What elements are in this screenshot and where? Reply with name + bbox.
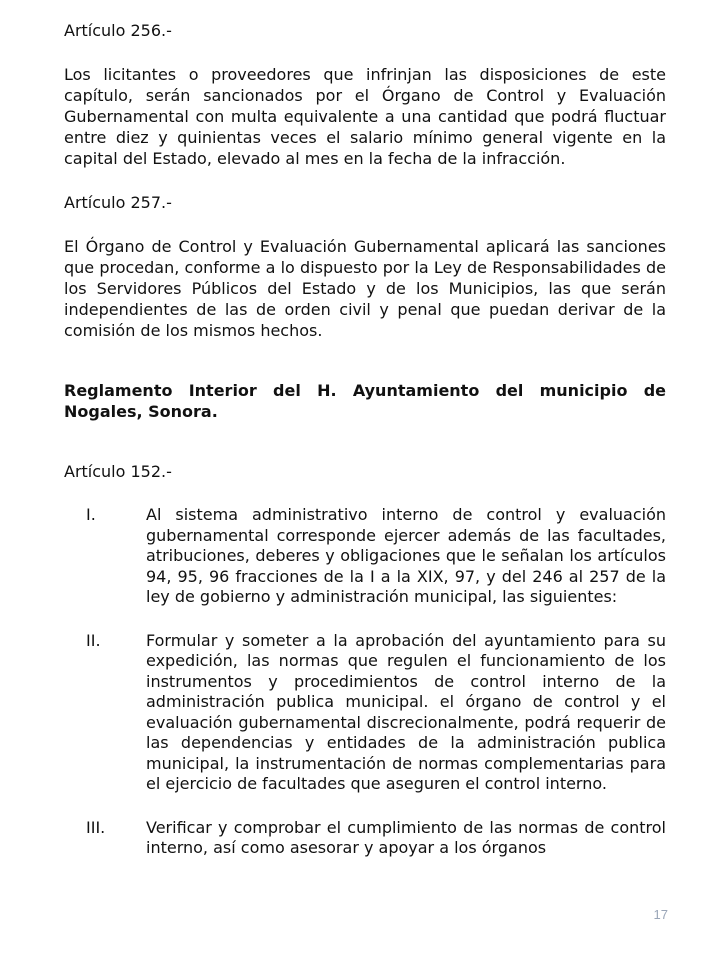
item-number: I. (86, 505, 96, 524)
article-152-item-2 (64, 631, 666, 795)
item-text: Al sistema administrativo interno de control y evaluación gubernamental corresponde ejercer además de las facultades, atribuciones, deberes y obligaciones que le señalan los artículos 94, 95, 96 fracciones de la I a la XIX, 97, y del 246 al 257 de la ley de gobierno y administración municipal, las siguientes: (146, 505, 666, 606)
article-152-heading: Artículo 152.- (64, 462, 172, 481)
article-256-text: Los licitantes o proveedores que infrinjan las disposiciones de este capítulo, serán sancionados por el Órgano de Control y Evaluación Gubernamental con multa equivalente a una cantidad que podrá fluctuar entre diez y quinientas veces el salario mínimo general vigente en la capital del Estado, elevado al mes en la fecha de la infracción. (64, 65, 666, 168)
item-number: III. (86, 817, 106, 837)
regulation-title: Reglamento Interior del H. Ayuntamiento del municipio de Nogales, Sonora. (64, 381, 666, 421)
article-256-heading: Artículo 256.- (64, 21, 172, 40)
article-257-text: El Órgano de Control y Evaluación Gubernamental aplicará las sanciones que procedan, conforme a lo dispuesto por la Ley de Responsabilidades de los Servidores Públicos del Estado y de los Municipios, las que serán independientes de las de orden civil y penal que puedan derivar de la comisión de los mismos hechos. (64, 237, 666, 340)
article-152-item-3 (64, 818, 666, 859)
item-number: II. (86, 630, 101, 650)
item-text: Formular y someter a la aprobación del ayuntamiento para su expedición, las normas que regulen el funcionamiento de los instrumentos y procedimientos de control interno de la administración publica municipal. el órgano de control y el evaluación gubernamental discrecionalmente, podrá requerir de las dependencias y entidades de la administración publica municipal, la instrumentación de normas complementarias para el ejercicio de facultades que aseguren el control interno. (146, 630, 666, 793)
item-text: Verificar y comprobar el cumplimiento de las normas de control interno, así como asesorar y apoyar a los órganos (146, 817, 666, 857)
document-page (64, 20, 666, 859)
article-257-heading: Artículo 257.- (64, 193, 172, 212)
article-152-item-1 (64, 505, 666, 608)
page-number: 17 (653, 907, 668, 922)
